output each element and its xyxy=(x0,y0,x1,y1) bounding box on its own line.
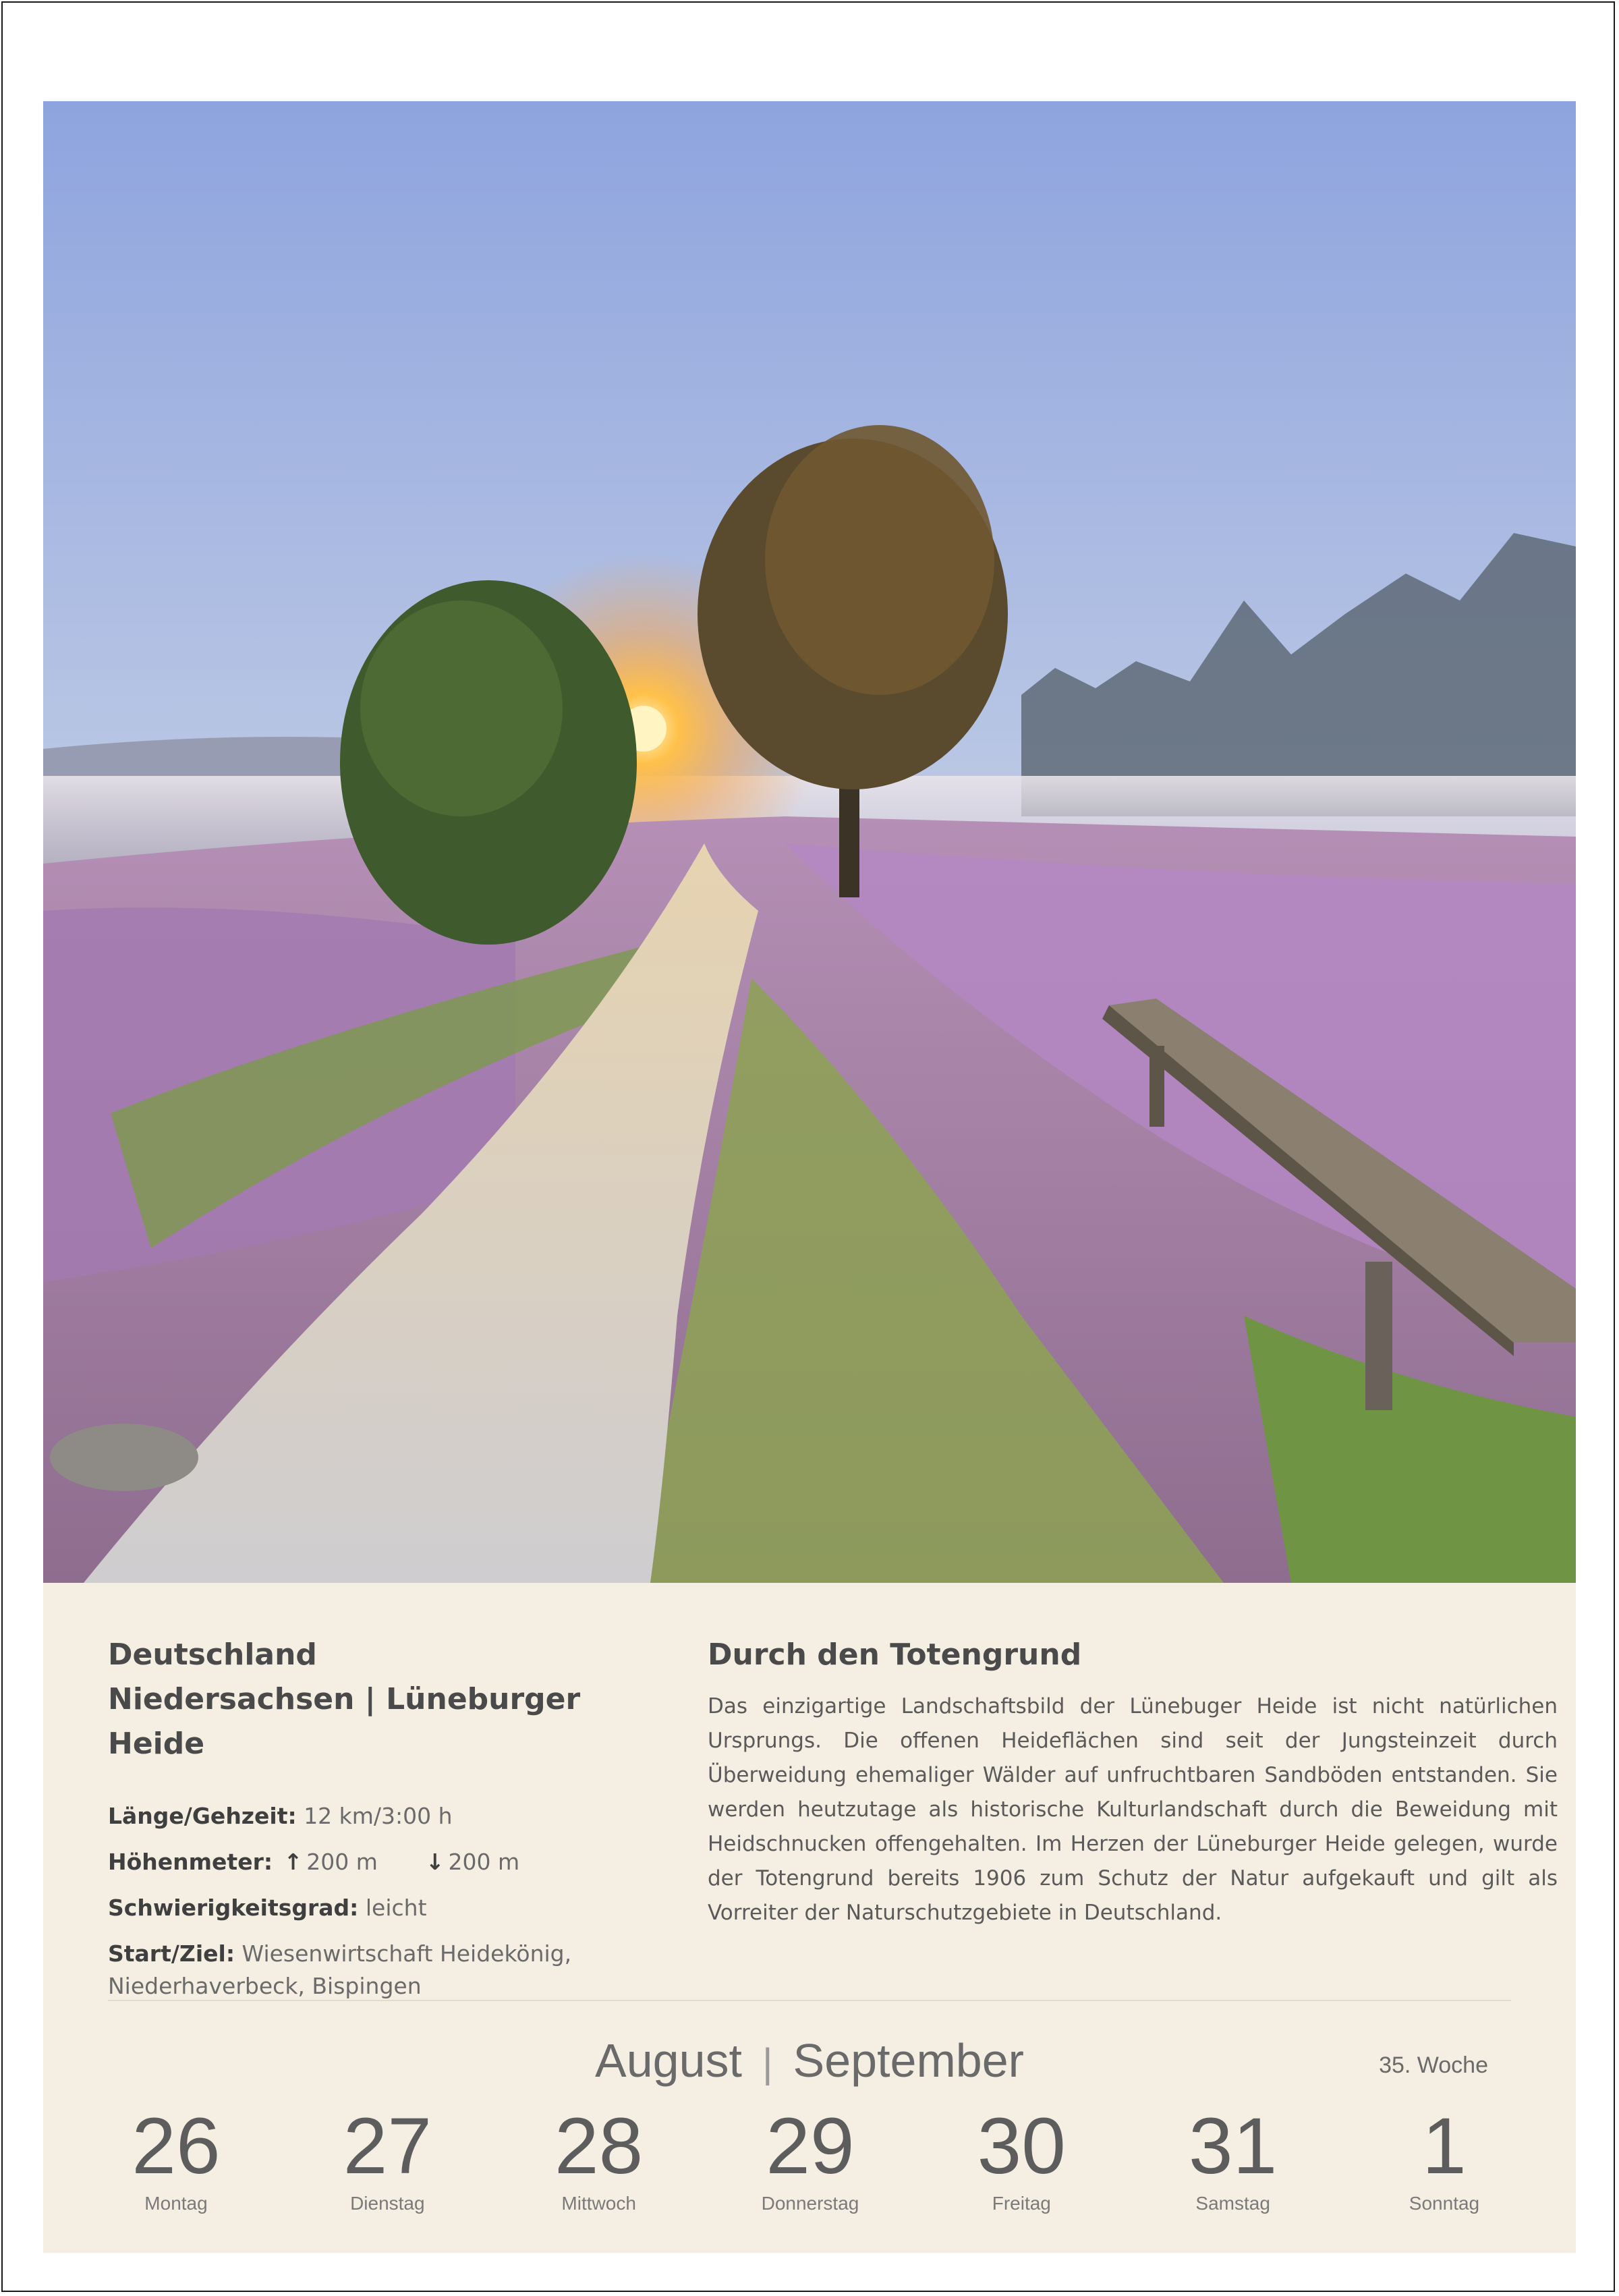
weekday-name: Donnerstag xyxy=(761,2193,859,2214)
day-number: 27 xyxy=(343,2102,432,2191)
day-cell xyxy=(1373,2102,1515,2216)
difficulty-fact xyxy=(108,1892,648,1924)
start-fact xyxy=(108,1938,648,2003)
region-heading: Niedersachsen | Lüneburger Heide xyxy=(108,1682,581,1761)
elevation-down-value: 200 m xyxy=(448,1849,520,1875)
length-label: Länge/Gehzeit: xyxy=(108,1803,297,1829)
article-column xyxy=(708,1633,1558,1930)
day-number: 26 xyxy=(132,2102,221,2191)
day-cell xyxy=(316,2102,458,2216)
day-number: 31 xyxy=(1189,2102,1278,2191)
length-fact xyxy=(108,1800,648,1832)
month-september: September xyxy=(793,2034,1024,2087)
elevation-up-value: 200 m xyxy=(306,1849,378,1875)
month-august: August xyxy=(595,2034,742,2087)
day-cell xyxy=(950,2102,1092,2216)
day-cell xyxy=(739,2102,881,2216)
day-cell xyxy=(528,2102,670,2216)
section-divider xyxy=(108,2000,1511,2001)
difficulty-value: leicht xyxy=(365,1895,427,1921)
start-value: Wiesenwirtschaft Heidekönig, Niederhaverbeck, Bispingen xyxy=(108,1940,572,1999)
day-number: 28 xyxy=(555,2102,644,2191)
country-heading: Deutschland xyxy=(108,1637,317,1672)
day-number: 29 xyxy=(766,2102,855,2191)
tour-facts-column xyxy=(108,1633,648,2016)
day-cell xyxy=(1162,2102,1304,2216)
arrow-up-icon: ↑ xyxy=(283,1849,303,1875)
weekday-name: Mittwoch xyxy=(561,2193,636,2214)
weekday-name: Sonntag xyxy=(1409,2193,1480,2214)
length-value: 12 km/3:00 h xyxy=(304,1803,453,1829)
day-cell xyxy=(105,2102,247,2216)
day-number: 1 xyxy=(1422,2102,1467,2191)
elevation-fact xyxy=(108,1846,648,1878)
weekday-name: Samstag xyxy=(1195,2193,1270,2214)
start-label: Start/Ziel: xyxy=(108,1940,235,1967)
landscape-photo xyxy=(43,101,1576,1583)
week-days xyxy=(105,2102,1515,2216)
weekday-name: Freitag xyxy=(992,2193,1051,2214)
heath-sunrise-image xyxy=(43,101,1576,1583)
day-number: 30 xyxy=(977,2102,1066,2191)
month-separator: | xyxy=(762,2040,773,2085)
arrow-down-icon: ↓ xyxy=(425,1849,445,1875)
difficulty-label: Schwierigkeitsgrad: xyxy=(108,1895,359,1921)
elevation-label: Höhenmeter: xyxy=(108,1849,273,1875)
weekday-name: Montag xyxy=(144,2193,208,2214)
month-header xyxy=(43,2028,1576,2096)
info-panel xyxy=(43,1583,1576,2253)
article-body: Das einzigartige Landschaftsbild der Lünebuger Heide ist nicht natürlichen Ursprungs. Die offenen Heideflächen sind seit der Jungsteinzeit durch Überweidung ehemaliger Wälder auf unfruchtbaren Sandböden entstanden. Sie werden heutzutage als historische Kulturlandschaft durch die Beweidung mit Heidschnucken offengehalten. Im Herzen der Lüneburger Heide gelegen, wurde der Totengrund bereits 1906 zum Schutz der Natur aufgekauft und gilt als Vorreiter der Naturschutzgebiete in Deutschland. xyxy=(708,1694,1558,1925)
week-number: 35. Woche xyxy=(1379,2052,1488,2078)
tour-facts xyxy=(108,1800,648,2003)
article-title: Durch den Totengrund xyxy=(708,1637,1082,1672)
weekday-name: Dienstag xyxy=(350,2193,425,2214)
